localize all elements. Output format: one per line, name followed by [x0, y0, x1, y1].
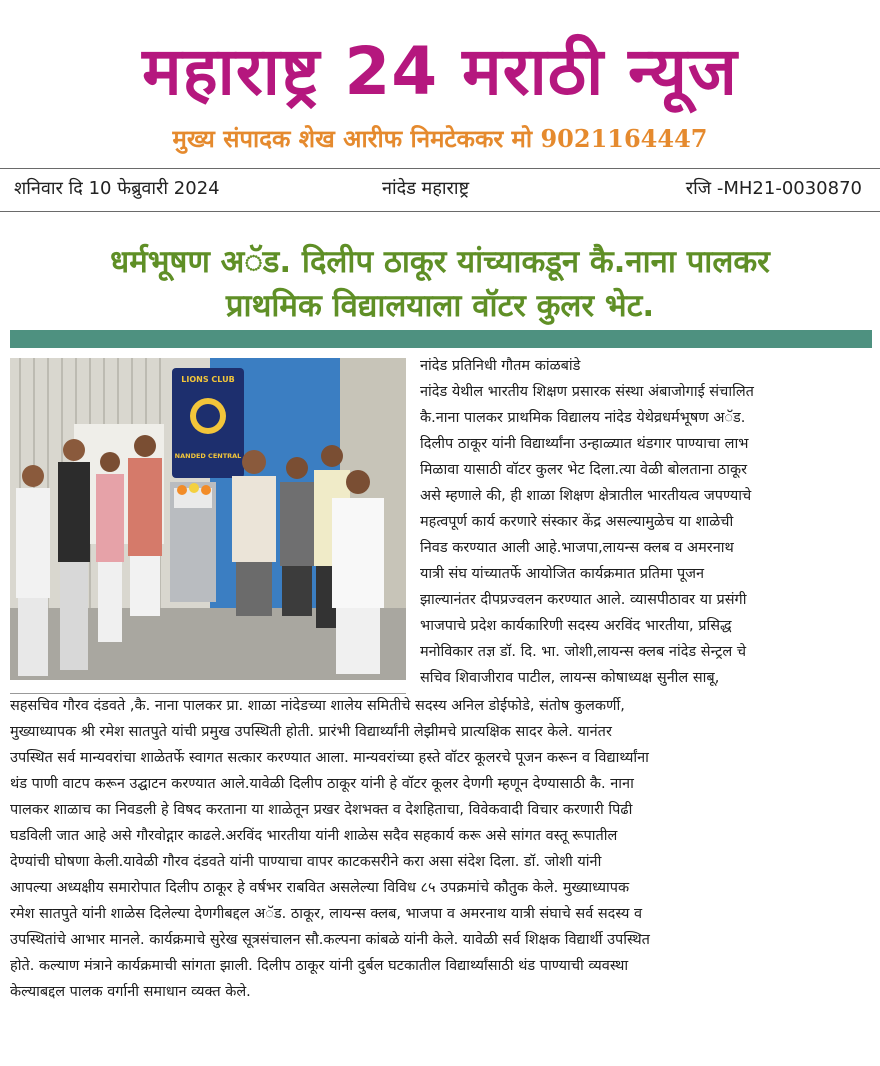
column-line: असे म्हणाले की, ही शाळा शिक्षण क्षेत्रातील भारतीयत्व जपण्याचे	[420, 488, 752, 504]
body-line: उपस्थितांचे आभार मानले. कार्यक्रमाचे सुरेख सूत्रसंचालन सौ.कल्पना कांबळे यांनी केले. यावेळी सर्व शिक्षक विद्यार्थी उपस्थित	[10, 932, 650, 948]
column-line: मिळावा यासाठी वॉटर कुलर भेट दिला.त्या वेळी बोलताना ठाकूर	[420, 462, 748, 478]
body-line: रमेश सातपुते यांनी शाळेस दिलेल्या देणगीबद्दल अॅड. ठाकूर, लायन्स क्लब, भाजपा व अमरनाथ यात्री संघाचे सर्व सदस्य व	[10, 906, 643, 922]
body-line: घडविली जात आहे असे गौरवोद्गार काढले.अरविंद भारतीया यांनी शाळेस सदैव सहकार्य करू असे सांगत वस्तू रूपातील	[10, 828, 618, 844]
column-line: भाजपाचे प्रदेश कार्यकारिणी सदस्य अरविंद भारतीया, प्रसिद्ध	[420, 618, 732, 634]
banner-bottom-text: NANDED CENTRAL	[174, 452, 242, 460]
registration-number: रजि -MH21-0030870	[685, 178, 862, 199]
body-line: होते. कल्याण मंत्राने कार्यक्रमाची सांगता झाली. दिलीप ठाकूर यांनी दुर्बल घटकातील विद्यार्थ्यांसाठी थंड पाण्याची व्यवस्था	[10, 958, 629, 974]
body-line: थंड पाणी वाटप करून उद्घाटन करण्यात आले.यावेळी दिलीप ठाकूर यांनी हे वॉटर कूलर देणगी म्हणून देण्यासाठी कै. नाना	[10, 776, 634, 792]
newspaper-title: महाराष्ट्र 24 मराठी न्यूज	[142, 33, 738, 110]
column-line: झाल्यानंतर दीपप्रज्वलन करण्यात आले. व्यासपीठावर या प्रसंगी	[420, 592, 747, 608]
event-photo	[10, 358, 406, 680]
top-divider	[0, 168, 880, 169]
column-line: महत्वपूर्ण कार्य करणारे संस्कार केंद्र असल्यामुळेच या शाळेची	[420, 514, 734, 530]
body-line: आपल्या अध्यक्षीय समारोपात दिलीप ठाकूर हे वर्षभर राबवित असलेल्या विविध ८५ उपक्रमांचे कौतुक केले. मुख्याध्यापक	[10, 880, 630, 896]
headline-line-2: प्राथमिक विद्यालयाला वॉटर कुलर भेट.	[225, 288, 655, 324]
column-line: निवड करण्यात आली आहे.भाजपा,लायन्स क्लब व अमरनाथ	[420, 540, 734, 556]
column-line: नांदेड येथील भारतीय शिक्षण प्रसारक संस्था अंबाजोगाई संचालित	[420, 384, 754, 400]
issue-place: नांदेड महाराष्ट्र	[382, 178, 470, 199]
dateline-divider	[0, 211, 880, 212]
body-line: सहसचिव गौरव दंडवते ,कै. नाना पालकर प्रा. शाळा नांदेडच्या शालेय समितीचे सदस्य अनिल डोईफोडे, संतोष कुलकर्णी,	[10, 698, 625, 714]
column-line: यात्री संघ यांच्यातर्फे आयोजित कार्यक्रमात प्रतिमा पूजन	[420, 566, 705, 582]
column-line: सचिव शिवाजीराव पाटील, लायन्स कोषाध्यक्ष सुनील साबू,	[420, 670, 720, 686]
banner-top-text: LIONS CLUB	[181, 375, 235, 384]
issue-date: शनिवार दि 10 फेब्रुवारी 2024	[14, 178, 220, 199]
editor-line: मुख्य संपादक शेख आरीफ निमटेककर मो 9021164447	[172, 124, 708, 153]
body-line: देण्यांची घोषणा केली.यावेळी गौरव दंडवते यांनी पाण्याचा वापर काटकसरीने करा असा संदेश दिला. डॉ. जोशी यांनी	[10, 854, 602, 870]
column-line: दिलीप ठाकूर यांनी विद्यार्थ्यांना उन्हाळ्यात थंडगार पाण्याचा लाभ	[420, 436, 749, 452]
column-line: कै.नाना पालकर प्राथमिक विद्यालय नांदेड येथेव्रधर्मभूषण अॅड.	[420, 410, 746, 426]
body-line: पालकर शाळाच का निवडली हे विषद करताना या शाळेतून प्रखर देशभक्त व देशहिताचा, विवेकवादी विचार करणारी पिढी	[10, 802, 633, 818]
photo-divider	[10, 693, 406, 694]
column-line: मनोविकार तज्ञ डॉ. दि. भा. जोशी,लायन्स क्लब नांदेड सेन्ट्रल चे	[420, 644, 747, 660]
body-line: मुख्याध्यापक श्री रमेश सातपुते यांची प्रमुख उपस्थिती होती. प्रारंभी विद्यार्थ्यांनी लेझीमचे प्रात्यक्षिक सादर केले. यानंतर	[10, 724, 612, 740]
byline: नांदेड प्रतिनिधी गौतम कांळबांडे	[420, 358, 581, 374]
body-line: केल्याबद्दल पालक वर्गानी समाधान व्यक्त केले.	[10, 984, 251, 1000]
headline-line-1: धर्मभूषण अॅड. दिलीप ठाकूर यांच्याकडून कै.नाना पालकर	[110, 244, 770, 280]
headline-accent-bar	[10, 330, 872, 348]
body-line: उपस्थित सर्व मान्यवरांचा शाळेतर्फे स्वागत सत्कार करण्यात आला. मान्यवरांच्या हस्ते वॉटर कूलरचे पूजन करून व विद्यार्थ्यांना	[10, 750, 649, 766]
